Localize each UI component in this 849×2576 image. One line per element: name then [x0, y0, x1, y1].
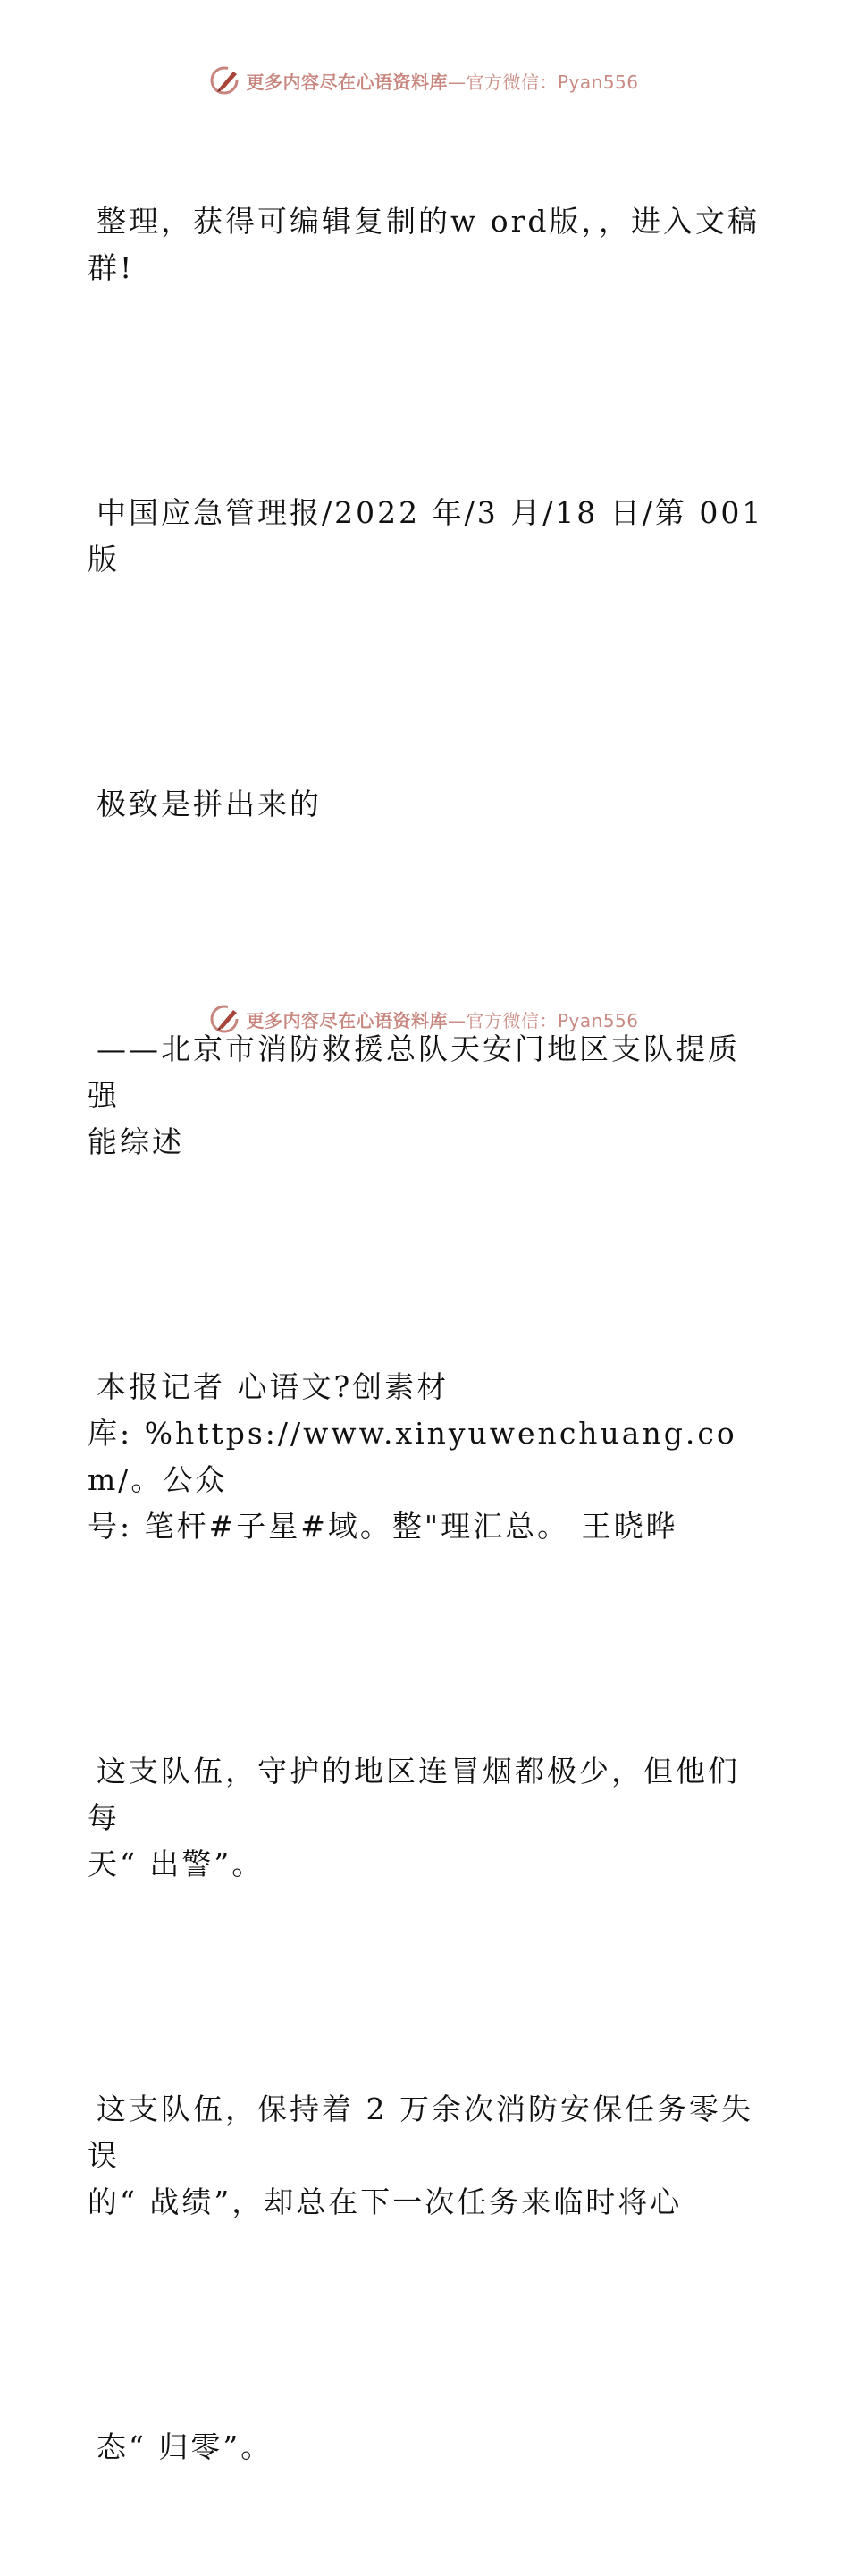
footer-banner	[0, 1001, 849, 1037]
banner-main-text: 更多内容尽在心语资料库	[246, 71, 448, 93]
document-body	[88, 105, 776, 2576]
quill-pen-logo-icon	[210, 1003, 242, 1035]
paragraph-line: 极致是拼出来的	[97, 787, 322, 821]
paragraph-line: 群!	[88, 250, 135, 285]
paragraph-line: ——北京市消防救援总队天安门地区支队提质强	[88, 1031, 740, 1113]
banner-separator: —	[447, 71, 467, 93]
paragraph-line: 中国应急管理报/2022 年/3 月/18 日/第 001 版	[88, 495, 776, 577]
paragraph-body	[88, 1655, 767, 1981]
paragraph-line: 库: %https://www.xinyuwenchuang.com/。公众	[88, 1416, 737, 1497]
banner-separator: —	[447, 1009, 467, 1031]
banner-text	[246, 1006, 638, 1032]
paragraph-line: 的“ 战绩”，却总在下一次任务来临时将心	[88, 2185, 683, 2219]
paragraph-intro	[88, 105, 767, 384]
paragraph-line: 这支队伍，守护的地区连冒烟都极少，但他们每	[88, 1754, 740, 1835]
paragraph-body	[88, 1993, 767, 2319]
paragraph-line: 能综述	[88, 1124, 184, 1159]
banner-main-text: 更多内容尽在心语资料库	[246, 1009, 448, 1031]
banner-wechat-id: Pyan556	[557, 71, 639, 93]
banner-wechat-id: Pyan556	[557, 1009, 639, 1031]
paragraph-body	[88, 2331, 767, 2563]
paragraph-source	[88, 397, 776, 676]
paragraph-byline	[88, 1271, 767, 1643]
banner-wechat-label: 官方微信：	[466, 1009, 558, 1031]
banner-wechat-label: 官方微信：	[466, 71, 558, 93]
paragraph-line: 这支队伍，保持着 2 万余次消防安保任务零失误	[88, 2092, 753, 2173]
paragraph-line: 整理，获得可编辑复制的w ord版，，进入文稿	[97, 204, 761, 239]
paragraph-line: 态“ 归零”。	[97, 2429, 273, 2464]
banner-text	[246, 68, 638, 94]
quill-pen-logo-icon	[210, 64, 242, 97]
paragraph-line: 天“ 出警”。	[88, 1847, 265, 1881]
article-title	[88, 688, 767, 921]
paragraph-line: 号: 笔杆#子星#域。整"理汇总。 王晓晔	[88, 1509, 678, 1544]
paragraph-line: 本报记者 心语文?创素材	[97, 1369, 450, 1404]
header-banner	[0, 63, 849, 98]
article-subtitle	[88, 933, 767, 1259]
